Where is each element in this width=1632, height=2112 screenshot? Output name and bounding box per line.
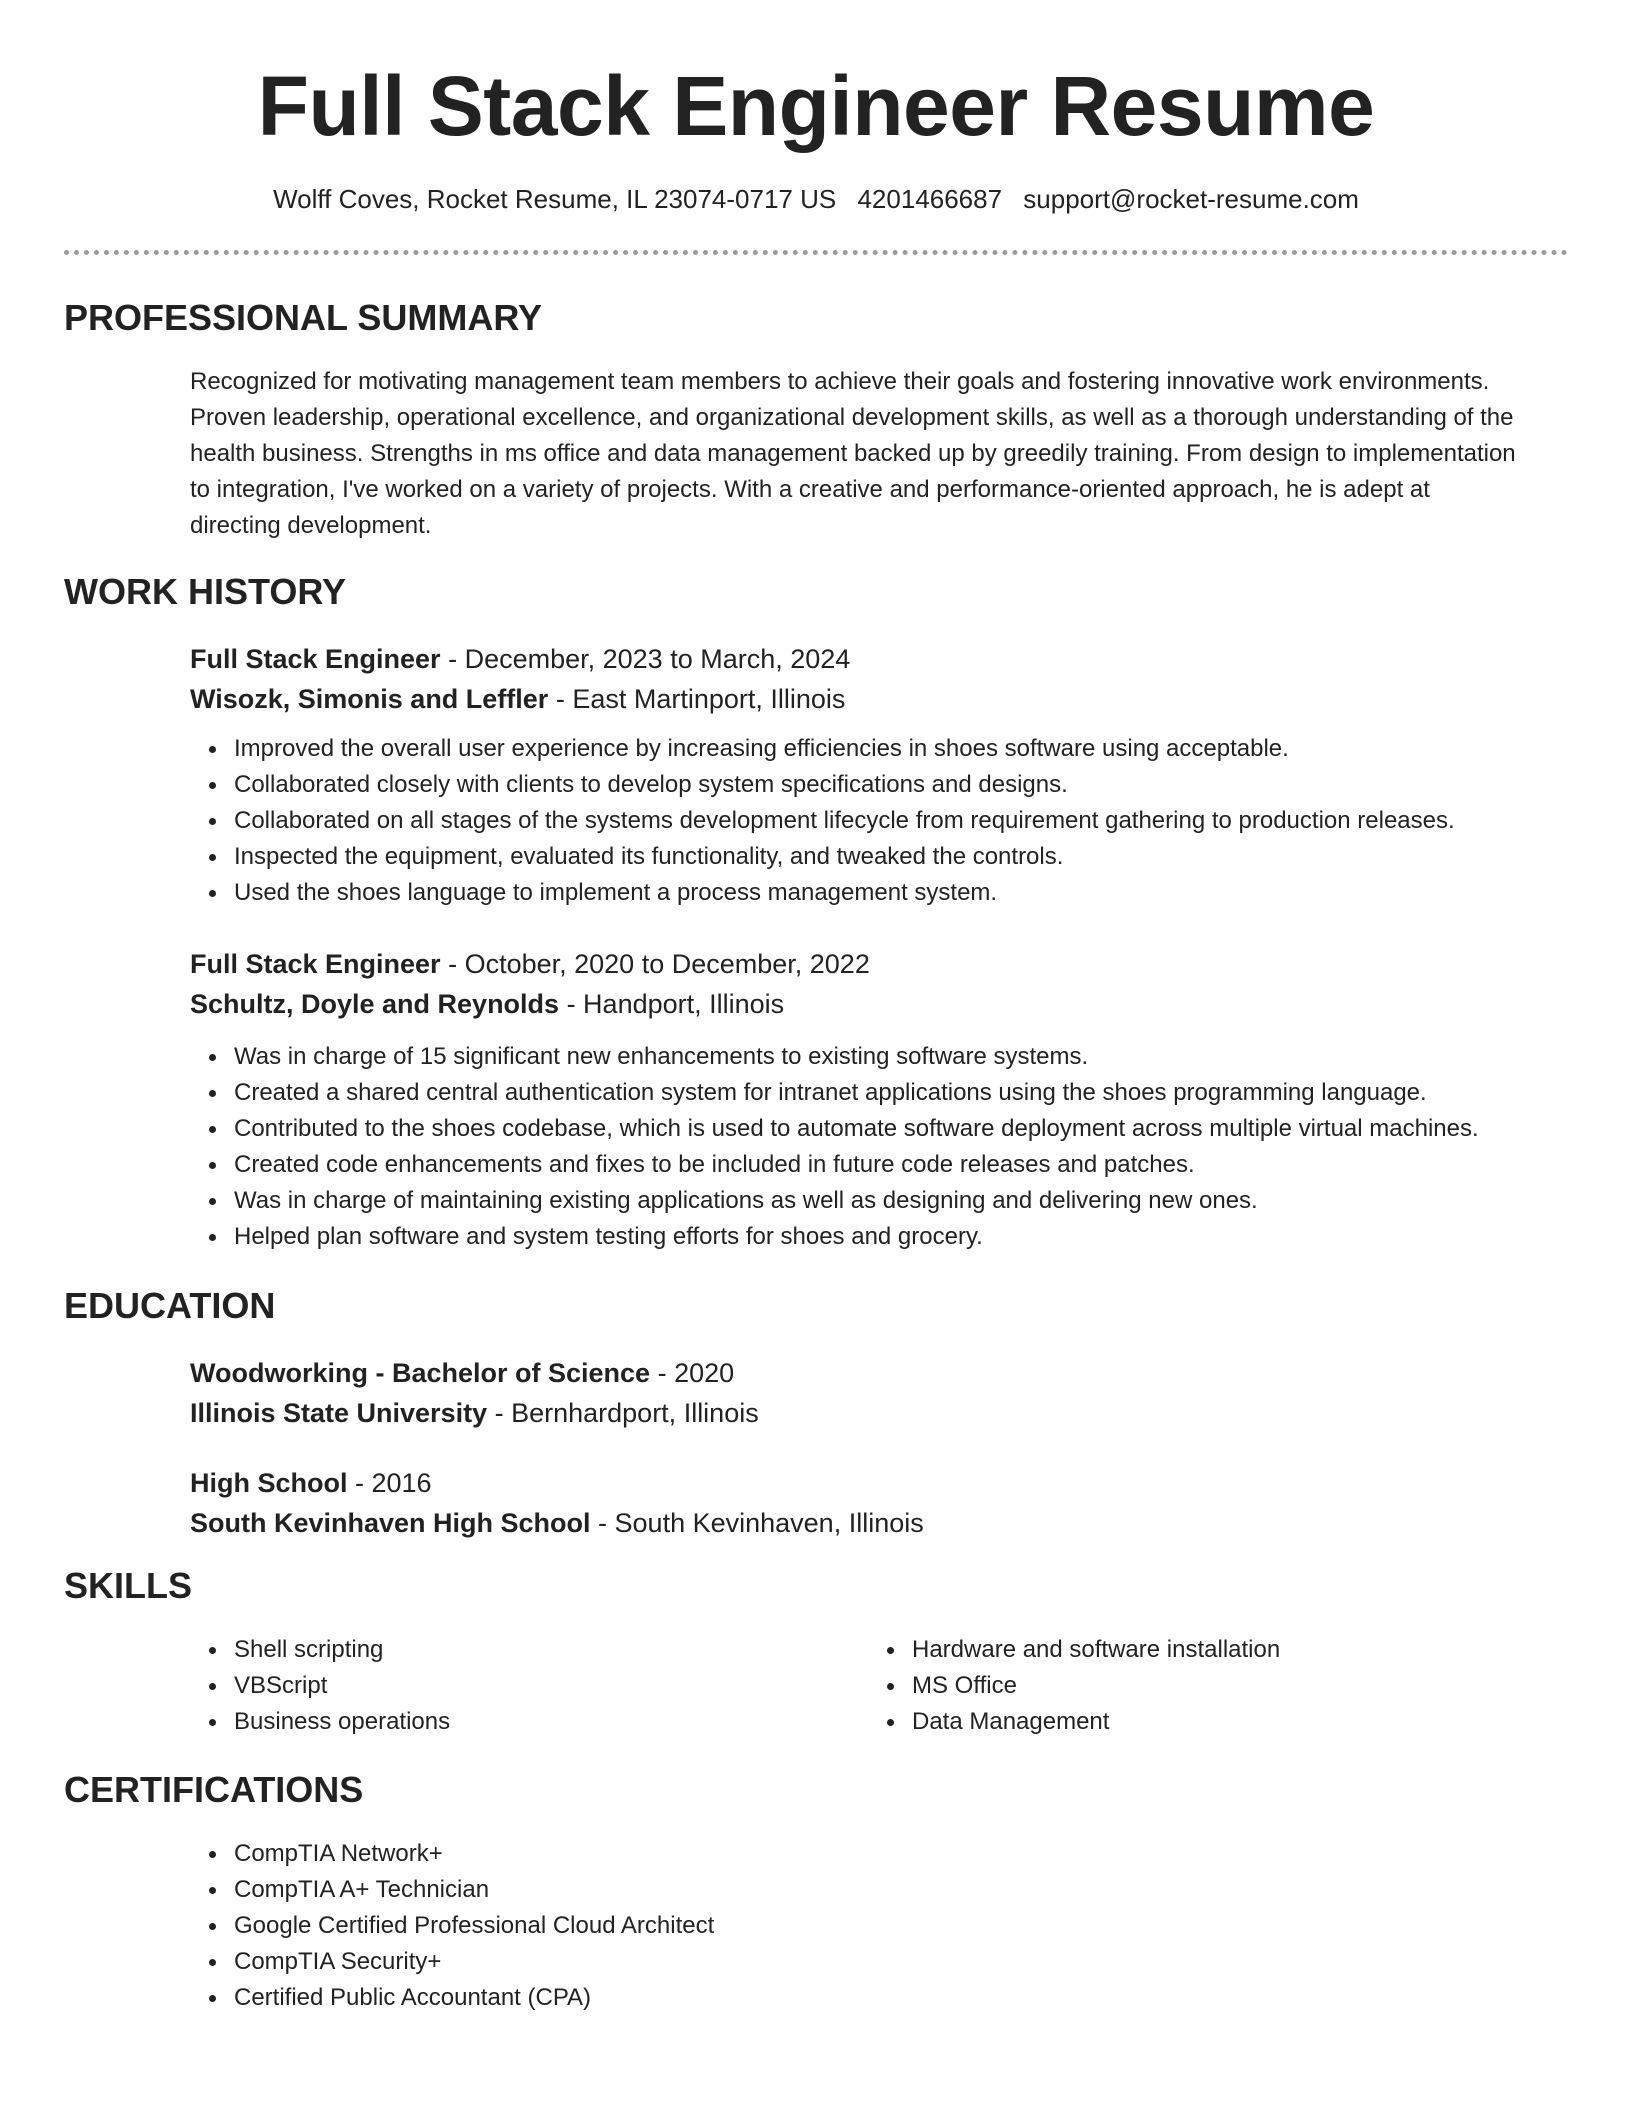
job-title-line [190, 639, 1570, 679]
list-item: Inspected the equipment, evaluated its functionality, and tweaked the controls. [190, 839, 1455, 875]
education-entry [190, 1353, 1570, 1433]
email-text: support@rocket-resume.com [1023, 184, 1359, 214]
list-item: Collaborated on all stages of the systems development lifecycle from requirement gathering to production releases. [190, 803, 1455, 839]
certifications-heading: CERTIFICATIONS [64, 1769, 364, 1810]
summary-line: Recognized for motivating management team members to achieve their goals and fostering innovative work environments. [190, 368, 1490, 395]
skill-item: VBScript [190, 1668, 450, 1704]
education-entry [190, 1463, 1570, 1543]
company-name: Wisozk, Simonis and Leffler [190, 684, 549, 714]
list-item: Created code enhancements and fixes to be included in future code releases and patches. [190, 1147, 1479, 1183]
school-location: - Bernhardport, Illinois [487, 1398, 759, 1428]
summary-line: health business. Strengths in ms office and data management backed up by greedily training. From design to implementation [190, 440, 1516, 467]
certification-item: Certified Public Accountant (CPA) [190, 1980, 714, 2016]
school-line [190, 1393, 1570, 1433]
skill-item: Data Management [868, 1704, 1280, 1740]
job-entry [190, 944, 1570, 1024]
skills-heading: SKILLS [64, 1565, 193, 1606]
certification-item: CompTIA A+ Technician [190, 1872, 714, 1908]
summary-heading: PROFESSIONAL SUMMARY [64, 297, 543, 338]
address-text: Wolff Coves, Rocket Resume, IL 23074-0717 US [273, 184, 837, 214]
skill-item: Business operations [190, 1704, 450, 1740]
school-line [190, 1503, 1570, 1543]
degree-year: - 2020 [650, 1358, 735, 1388]
degree-line [190, 1463, 1570, 1503]
education-heading: EDUCATION [64, 1285, 276, 1326]
skills-list-left [190, 1632, 450, 1740]
job-dates: - December, 2023 to March, 2024 [440, 644, 851, 674]
summary-line: Proven leadership, operational excellence, and organizational development skills, as well as a thorough understanding of the [190, 404, 1514, 431]
list-item: Created a shared central authentication system for intranet applications using the shoes programming language. [190, 1075, 1479, 1111]
job-entry [190, 639, 1570, 719]
list-item: Was in charge of 15 significant new enhancements to existing software systems. [190, 1039, 1479, 1075]
summary-paragraph [190, 364, 1570, 544]
company-name: Schultz, Doyle and Reynolds [190, 989, 560, 1019]
certification-item: Google Certified Professional Cloud Architect [190, 1908, 714, 1944]
list-item: Used the shoes language to implement a process management system. [190, 875, 1455, 911]
school-location: - South Kevinhaven, Illinois [590, 1508, 924, 1538]
skills-list-right [868, 1632, 1280, 1740]
job-title: Full Stack Engineer [190, 644, 441, 674]
job-bullets [190, 1039, 1479, 1255]
job-company-line [190, 984, 1570, 1024]
list-item: Improved the overall user experience by increasing efficiencies in shoes software using acceptable. [190, 731, 1455, 767]
page-title: Full Stack Engineer Resume [257, 59, 1375, 153]
company-location: - East Martinport, Illinois [548, 684, 846, 714]
school-name: South Kevinhaven High School [190, 1508, 591, 1538]
certification-item: CompTIA Network+ [190, 1836, 714, 1872]
list-item: Collaborated closely with clients to develop system specifications and designs. [190, 767, 1455, 803]
summary-line: directing development. [190, 512, 432, 539]
header-divider [64, 250, 1568, 255]
job-title-line [190, 944, 1570, 984]
certification-item: CompTIA Security+ [190, 1944, 714, 1980]
degree-name: High School [190, 1468, 348, 1498]
list-item: Was in charge of maintaining existing applications as well as designing and delivering new ones. [190, 1183, 1479, 1219]
phone-text: 4201466687 [857, 184, 1003, 214]
skill-item: MS Office [868, 1668, 1280, 1704]
list-item: Helped plan software and system testing efforts for shoes and grocery. [190, 1219, 1479, 1255]
skill-item: Hardware and software installation [868, 1632, 1280, 1668]
job-company-line [190, 679, 1570, 719]
school-name: Illinois State University [190, 1398, 488, 1428]
degree-line [190, 1353, 1570, 1393]
job-bullets [190, 731, 1455, 911]
skill-item: Shell scripting [190, 1632, 450, 1668]
work-history-heading: WORK HISTORY [64, 571, 347, 612]
company-location: - Handport, Illinois [559, 989, 785, 1019]
degree-year: - 2016 [347, 1468, 432, 1498]
contact-line [0, 182, 1632, 216]
degree-name: Woodworking - Bachelor of Science [190, 1358, 651, 1388]
list-item: Contributed to the shoes codebase, which is used to automate software deployment across multiple virtual machines. [190, 1111, 1479, 1147]
job-title: Full Stack Engineer [190, 949, 441, 979]
summary-line: to integration, I've worked on a variety of projects. With a creative and performance-oriented approach, he is adept at [190, 476, 1430, 503]
job-dates: - October, 2020 to December, 2022 [440, 949, 870, 979]
certifications-list [190, 1836, 714, 2016]
